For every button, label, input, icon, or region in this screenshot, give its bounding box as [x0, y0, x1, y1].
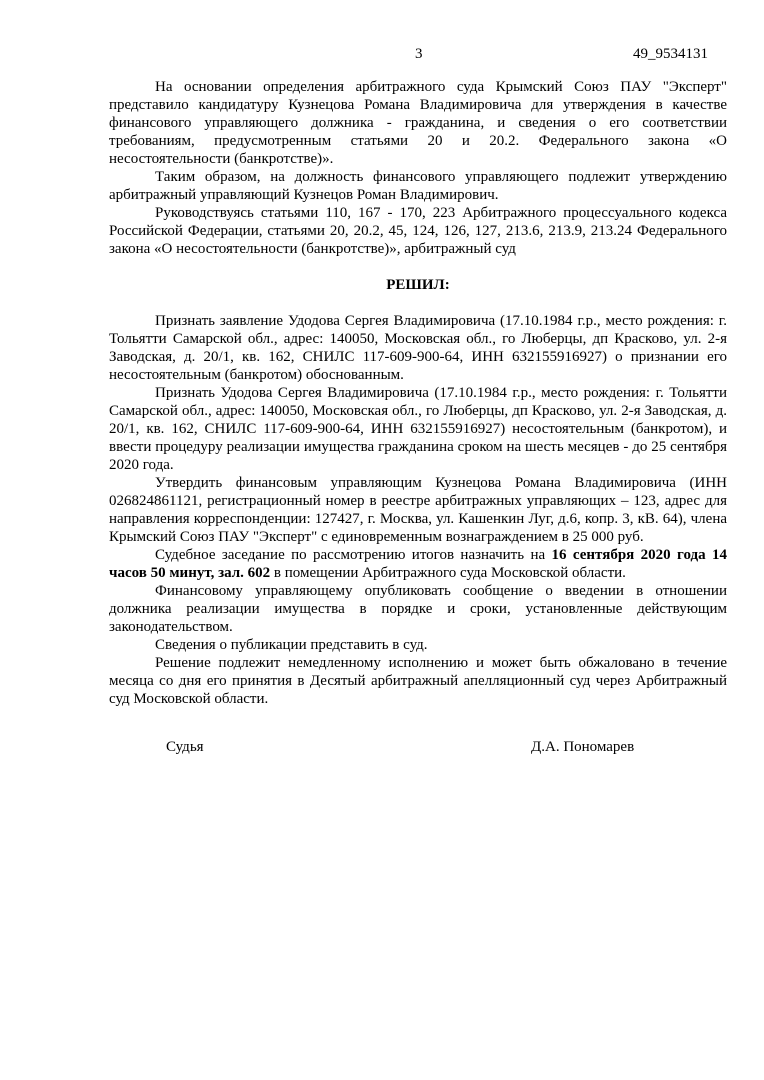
- signature-name: Д.А. Пономарев: [531, 739, 635, 755]
- document-body: [109, 78, 727, 708]
- hearing-text-post: в помещении Арбитражного суда Московской области.: [270, 565, 626, 581]
- paragraph-publication: Финансовому управляющему опубликовать сообщение о введении в отношении должника реализации имущества в порядке и сроки, установленные действующим законодательством.: [109, 583, 727, 635]
- paragraph-nomination: На основании определения арбитражного суда Крымский Союз ПАУ "Эксперт" представило кандидатуру Кузнецова Романа Владимировича для утверждения в качестве финансового управляющего должника - гражданина, и сведения о его соответствии требованиям, предусмотренным статьями 20 и 20.2. Федерального закона «О несостоятельности (банкротстве)».: [109, 79, 727, 167]
- paragraph-conclusion: Таким образом, на должность финансового управляющего подлежит утверждению арбитражный управляющий Кузнецов Роман Владимирович.: [109, 169, 727, 203]
- paragraph-legal-basis: Руководствуясь статьями 110, 167 - 170, 223 Арбитражного процессуального кодекса Российской Федерации, статьями 20, 20.2, 45, 124, 126, 127, 213.6, 213.9, 213.24 Федерального закона «О несостоятельности (банкротстве)», арбитражный суд: [109, 205, 727, 257]
- paragraph-publication-report: Сведения о публикации представить в суд.: [155, 637, 428, 653]
- hearing-text-pre: Судебное заседание по рассмотрению итогов назначить на: [155, 547, 552, 563]
- paragraph-claim-justified: Признать заявление Удодова Сергея Владимировича (17.10.1984 г.р., место рождения: г. Тольятти Самарской обл., адрес: 140050, Московская обл., го Люберцы, дп Красково, ул. 2-я Заводская, д. 20/1, кв. 162, СНИЛС 117-609-900-64, ИНН 632155916927) о признании его несостоятельным (банкротом) обоснованным.: [109, 313, 727, 383]
- decision-heading: РЕШИЛ:: [386, 277, 450, 293]
- case-number: 49_9534131: [633, 46, 708, 62]
- page-number: 3: [415, 46, 423, 62]
- paragraph-hearing-date: [109, 546, 727, 582]
- paragraph-declare-bankrupt: Признать Удодова Сергея Владимировича (17.10.1984 г.р., место рождения: г. Тольятти Самарской обл., адрес: 140050, Московская обл., го Люберцы, дп Красково, ул. 2-я Заводская, д. 20/1, кв. 162, СНИЛС 117-609-900-64, ИНН 632155916927) несостоятельным (банкротом), и ввести процедуру реализации имущества гражданина сроком на шесть месяцев - до 25 сентября 2020 года.: [109, 385, 727, 473]
- signature-role: Судья: [166, 739, 204, 755]
- paragraph-appeal: Решение подлежит немедленному исполнению и может быть обжаловано в течение месяца со дня его принятия в Десятый арбитражный апелляционный суд через Арбитражный суд Московской области.: [109, 655, 727, 707]
- paragraph-appoint-manager: Утвердить финансовым управляющим Кузнецова Романа Владимировича (ИНН 026824861121, регистрационный номер в реестре арбитражных управляющих – 123, адрес для направления корреспонденции: 127427, г. Москва, ул. Кашенкин Луг, д.6, копр. 3, кВ. 64), члена Крымский Союз ПАУ "Эксперт" с единовременным вознаграждением в 25 000 руб.: [109, 475, 727, 545]
- hearing-datetime: 16 сентября 2020 года 14 часов 50 минут, зал. 602: [109, 547, 727, 581]
